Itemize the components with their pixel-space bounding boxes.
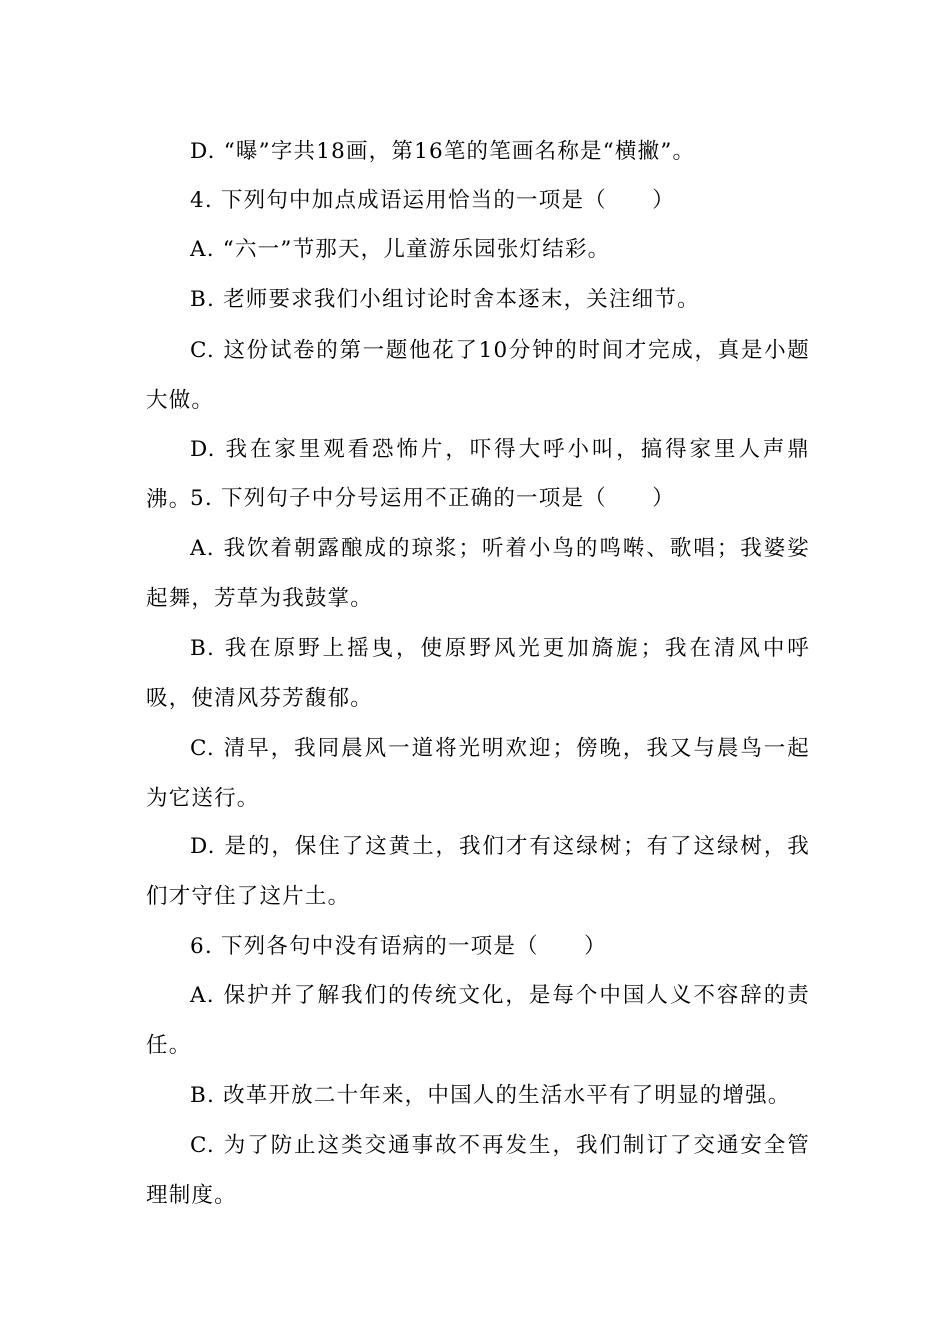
paragraph-4d: D. 我在家里观看恐怖片，吓得大呼小叫，搞得家里人声鼎沸。 — [146, 437, 810, 512]
question-5: 5. 下列句子中分号运用不正确的一项是（ ） — [190, 486, 675, 511]
paragraph-4b: B. 老师要求我们小组讨论时舍本逐末，关注细节。 — [190, 287, 700, 312]
paragraph-6c: C. 为了防止这类交通事故不再发生，我们制订了交通安全管理制度。 — [146, 1133, 810, 1208]
question-4: 4. 下列句中加点成语运用恰当的一项是（ ） — [190, 188, 675, 213]
paragraph-5b: B. 我在原野上摇曳，使原野风光更加旖旎；我在清风中呼吸，使清风芬芳馥郁。 — [146, 636, 810, 711]
paragraph-4a: A. “六一”节那天，儿童游乐园张灯结彩。 — [190, 237, 611, 262]
paragraph-5d: D. 是的，保住了这黄土，我们才有这绿树；有了这绿树，我们才守住了这片土。 — [146, 834, 810, 909]
paragraph-6a: A. 保护并了解我们的传统文化，是每个中国人义不容辞的责任。 — [146, 983, 810, 1058]
paragraph-5a: A. 我饮着朝露酿成的琼浆；听着小鸟的鸣啭、歌唱；我婆娑起舞，芳草为我鼓掌。 — [146, 536, 810, 611]
question-6: 6. 下列各句中没有语病的一项是（ ） — [190, 934, 607, 959]
paragraph-3d: D. “曝”字共18画，第16笔的笔画名称是“横撇”。 — [190, 139, 696, 164]
paragraph-6b: B. 改革开放二十年来，中国人的生活水平有了明显的增强。 — [190, 1083, 791, 1108]
paragraph-5c: C. 清早，我同晨风一道将光明欢迎；傍晚，我又与晨鸟一起为它送行。 — [146, 736, 810, 811]
paragraph-4c: C. 这份试卷的第一题他花了10分钟的时间才完成，真是小题大做。 — [146, 338, 810, 413]
